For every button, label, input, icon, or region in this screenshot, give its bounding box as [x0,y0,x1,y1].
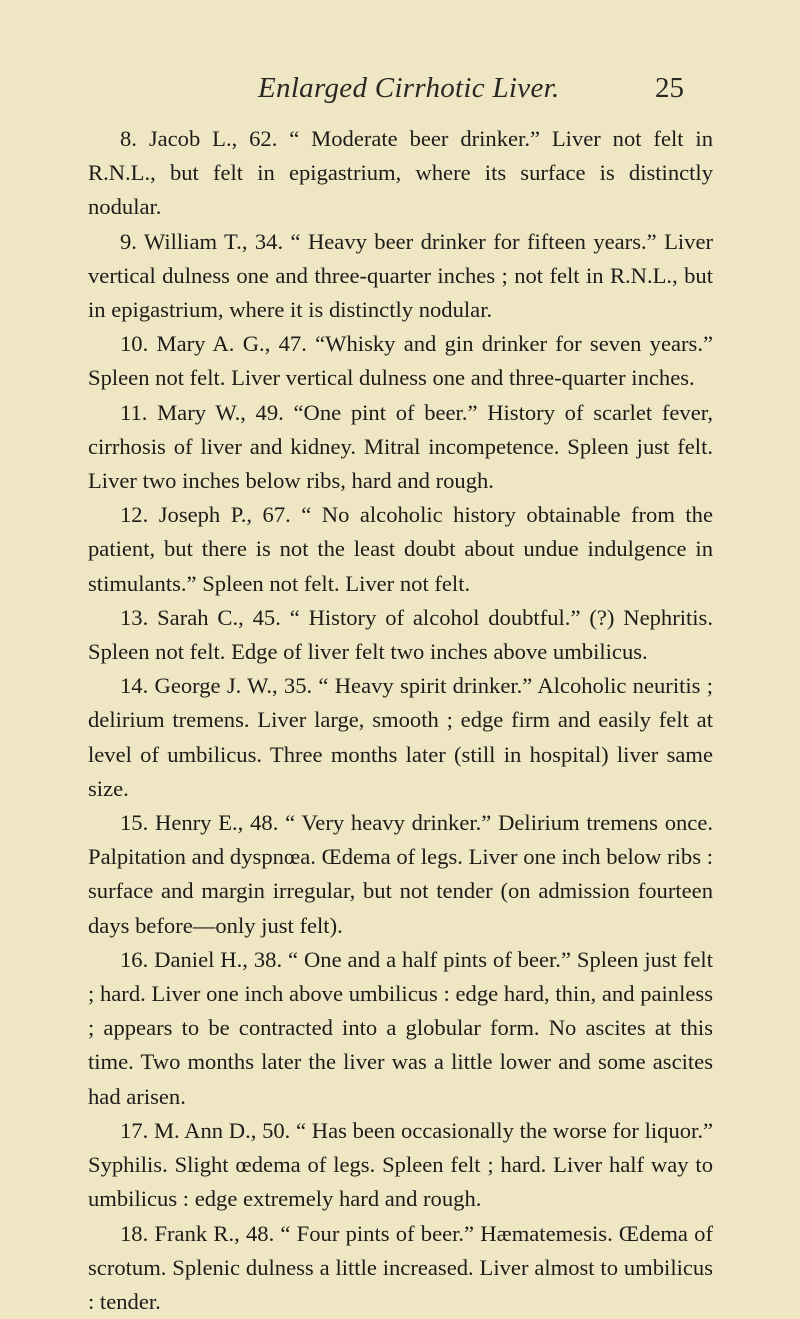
case-paragraph: 13. Sarah C., 45. “ History of alcohol doubtful.” (?) Nephritis. Spleen not felt. Edge of liver felt two inches above umbilicus. [88,601,713,669]
case-paragraph: 14. George J. W., 35. “ Heavy spirit drinker.” Alcoholic neuritis ; delirium tremens. Liver large, smooth ; edge firm and easily felt at level of umbilicus. Three months later (still in hospital) liver same size. [88,669,713,806]
case-paragraph: 10. Mary A. G., 47. “Whisky and gin drinker for seven years.” Spleen not felt. Liver vertical dulness one and three-quarter inches. [88,327,713,395]
page-header [0,72,800,112]
case-list [88,122,713,1319]
running-title: Enlarged Cirrhotic Liver. [258,72,560,105]
case-paragraph: 9. William T., 34. “ Heavy beer drinker for fifteen years.” Liver vertical dulness one and three-quarter inches ; not felt in R.N.L., but in epigastrium, where it is distinctly nodular. [88,225,713,328]
case-paragraph: 16. Daniel H., 38. “ One and a half pints of beer.” Spleen just felt ; hard. Liver one inch above umbilicus : edge hard, thin, and painless ; appears to be contracted into a globular form. No ascites at this time. Two months later the liver was a little lower and some ascites had arisen. [88,943,713,1114]
case-paragraph: 8. Jacob L., 62. “ Moderate beer drinker.” Liver not felt in R.N.L., but felt in epigastrium, where its surface is distinctly nodular. [88,122,713,225]
case-paragraph: 18. Frank R., 48. “ Four pints of beer.” Hæmatemesis. Œdema of scrotum. Splenic dulness a little increased. Liver almost to umbilicus : tender. [88,1217,713,1319]
case-paragraph: 15. Henry E., 48. “ Very heavy drinker.” Delirium tremens once. Palpitation and dyspnœa. Œdema of legs. Liver one inch below ribs : surface and margin irregular, but not tender (on admission fourteen days before—only just felt). [88,806,713,943]
case-paragraph: 17. M. Ann D., 50. “ Has been occasionally the worse for liquor.” Syphilis. Slight œdema of legs. Spleen felt ; hard. Liver half way to umbilicus : edge extremely hard and rough. [88,1114,713,1217]
case-paragraph: 11. Mary W., 49. “One pint of beer.” History of scarlet fever, cirrhosis of liver and kidney. Mitral incompetence. Spleen just felt. Liver two inches below ribs, hard and rough. [88,396,713,499]
case-paragraph: 12. Joseph P., 67. “ No alcoholic history obtainable from the patient, but there is not the least doubt about undue indulgence in stimulants.” Spleen not felt. Liver not felt. [88,498,713,601]
page-number: 25 [655,72,684,105]
